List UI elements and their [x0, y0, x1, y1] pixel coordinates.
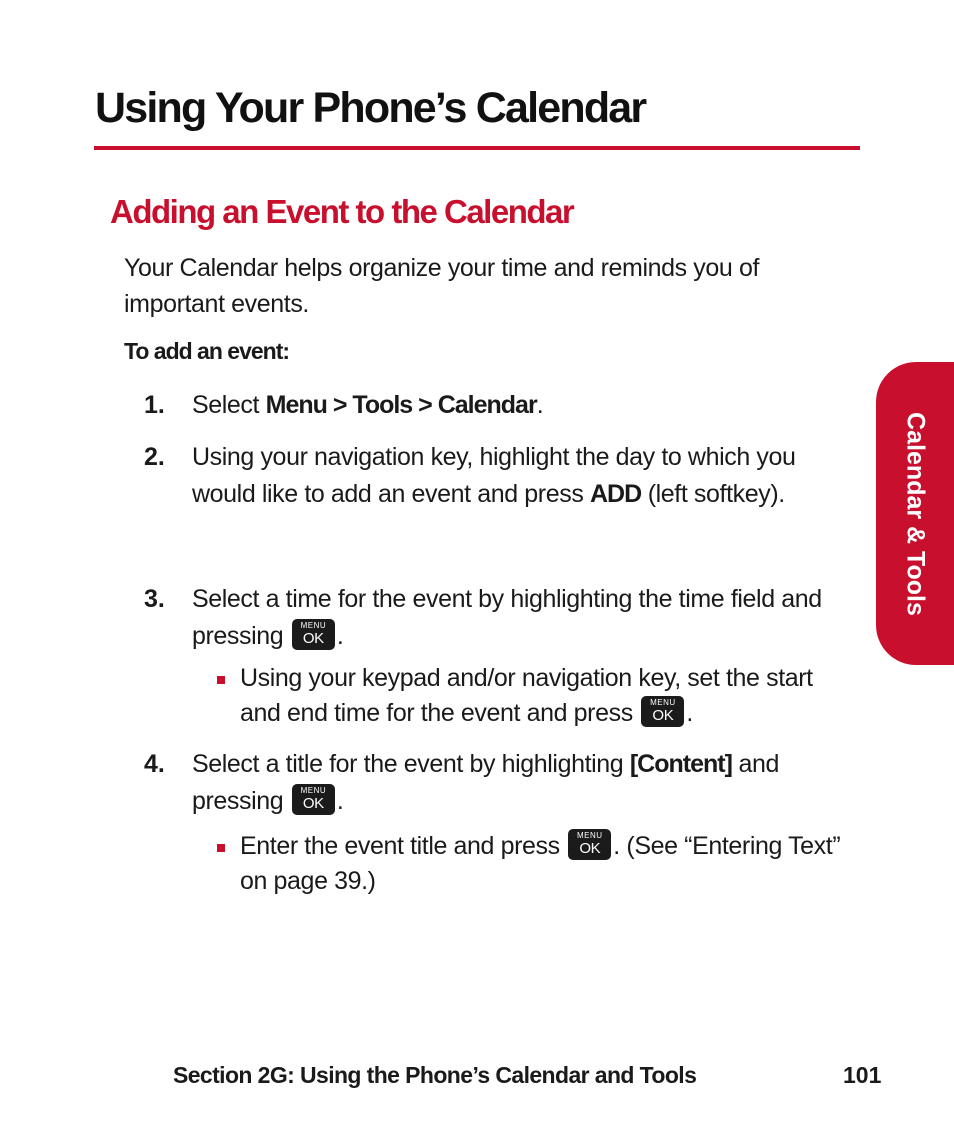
bullet-text	[240, 829, 855, 899]
menu-ok-key-icon	[292, 619, 335, 650]
key-top-label: MENU	[577, 831, 603, 840]
step-number: 3.	[144, 585, 165, 613]
key-bottom-label: OK	[652, 707, 674, 724]
step-text-part: .	[536, 391, 544, 419]
key-bottom-label: OK	[302, 795, 324, 812]
step-text	[192, 746, 872, 820]
bullet-text-part: . (See “Entering Text” on page 39.)	[240, 832, 841, 895]
key-top-label: MENU	[300, 621, 327, 630]
step-text	[192, 439, 842, 513]
key-top-label: MENU	[300, 786, 327, 795]
menu-path: Menu > Tools > Calendar	[265, 391, 537, 419]
menu-ok-key-icon	[292, 784, 335, 815]
step-text-part: Using your navigation key, highlight the day to which you would like to add an event and press	[192, 443, 796, 508]
menu-ok-key-icon	[641, 696, 684, 727]
softkey-label: ADD	[589, 480, 642, 508]
page-number: 101	[843, 1062, 882, 1088]
bullet-text	[240, 661, 840, 731]
step-number: 2.	[144, 443, 165, 471]
procedure-label: To add an event:	[124, 338, 290, 364]
bullet-icon	[217, 844, 225, 852]
step-number: 4.	[144, 750, 165, 778]
section-heading: Adding an Event to the Calendar	[110, 193, 574, 230]
step-text	[192, 581, 832, 655]
menu-ok-key-icon	[568, 829, 611, 860]
step-text-part: and pressing	[192, 750, 779, 815]
step-text	[192, 387, 852, 424]
page-title: Using Your Phone’s Calendar	[95, 84, 646, 132]
side-tab-label: Calendar & Tools	[901, 411, 930, 616]
key-bottom-label: OK	[302, 630, 324, 647]
key-bottom-label: OK	[579, 840, 601, 857]
step-text-part: (left softkey).	[641, 480, 785, 508]
intro-paragraph: Your Calendar helps organize your time and reminds you of important events.	[124, 254, 759, 318]
bullet-text-part: .	[686, 699, 693, 727]
bullet-text-part: Using your keypad and/or navigation key, set the start and end time for the event and press	[240, 664, 813, 727]
step-text-part: Select	[192, 391, 266, 419]
footer-section-title: Section 2G: Using the Phone’s Calendar and Tools	[173, 1062, 697, 1088]
section-side-tab	[876, 362, 954, 665]
step-text-part: Select a title for the event by highlighting	[192, 750, 630, 778]
step-text-part: .	[336, 787, 344, 815]
bullet-text-part: Enter the event title and press	[240, 832, 560, 860]
key-top-label: MENU	[650, 698, 676, 707]
step-text-part: Select a time for the event by highlighting the time field and pressing	[192, 585, 822, 650]
title-rule	[94, 146, 860, 150]
step-text-part: .	[336, 622, 344, 650]
step-number: 1.	[144, 391, 165, 419]
bullet-icon	[217, 676, 225, 684]
content-field-label: [Content]	[629, 750, 732, 778]
